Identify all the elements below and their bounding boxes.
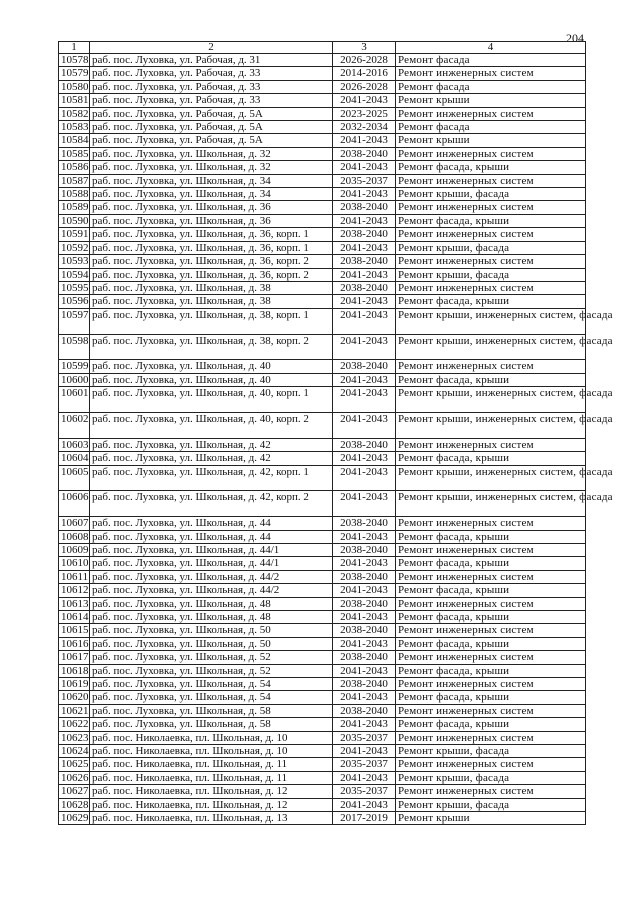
row-work-type: Ремонт крыши, фасада <box>396 241 586 254</box>
row-work-type: Ремонт фасада, крыши <box>396 637 586 650</box>
row-work-type: Ремонт инженерных систем <box>396 704 586 717</box>
table-row <box>59 255 586 268</box>
row-period: 2041-2043 <box>333 308 396 334</box>
row-number: 10615 <box>59 624 90 637</box>
row-work-type: Ремонт инженерных систем <box>396 67 586 80</box>
row-work-type: Ремонт фасада, крыши <box>396 530 586 543</box>
row-work-type: Ремонт инженерных систем <box>396 651 586 664</box>
row-number: 10614 <box>59 610 90 623</box>
row-address: раб. пос. Луховка, ул. Школьная, д. 36 <box>90 201 333 214</box>
table-row <box>59 557 586 570</box>
row-address: раб. пос. Луховка, ул. Рабочая, д. 31 <box>90 54 333 67</box>
column-header-number: 1 <box>59 42 90 54</box>
row-period: 2041-2043 <box>333 134 396 147</box>
row-address: раб. пос. Луховка, ул. Школьная, д. 32 <box>90 161 333 174</box>
row-number: 10611 <box>59 570 90 583</box>
row-period: 2038-2040 <box>333 255 396 268</box>
table-row <box>59 201 586 214</box>
table-row <box>59 373 586 386</box>
row-work-type: Ремонт крыши, фасада <box>396 771 586 784</box>
table-row <box>59 664 586 677</box>
table-row <box>59 107 586 120</box>
repair-schedule-table <box>58 41 613 825</box>
table-row <box>59 268 586 281</box>
row-period: 2041-2043 <box>333 718 396 731</box>
row-number: 10578 <box>59 54 90 67</box>
table-row <box>59 134 586 147</box>
row-address: раб. пос. Луховка, ул. Школьная, д. 58 <box>90 704 333 717</box>
row-period: 2035-2037 <box>333 174 396 187</box>
row-period: 2038-2040 <box>333 201 396 214</box>
row-address: раб. пос. Луховка, ул. Школьная, д. 36, корп. 2 <box>90 255 333 268</box>
row-period: 2041-2043 <box>333 771 396 784</box>
row-address: раб. пос. Николаевка, пл. Школьная, д. 12 <box>90 785 333 798</box>
row-work-type: Ремонт крыши <box>396 812 586 825</box>
row-work-type: Ремонт инженерных систем <box>396 624 586 637</box>
row-work-type: Ремонт крыши <box>396 134 586 147</box>
row-work-type: Ремонт фасада, крыши <box>396 718 586 731</box>
row-work-type: Ремонт инженерных систем <box>396 201 586 214</box>
row-period: 2041-2043 <box>333 798 396 811</box>
row-number: 10608 <box>59 530 90 543</box>
row-number: 10604 <box>59 452 90 465</box>
row-period: 2035-2037 <box>333 758 396 771</box>
row-work-type: Ремонт фасада <box>396 54 586 67</box>
row-period: 2026-2028 <box>333 80 396 93</box>
row-address: раб. пос. Луховка, ул. Школьная, д. 34 <box>90 188 333 201</box>
table-row <box>59 121 586 134</box>
row-work-type: Ремонт фасада, крыши <box>396 584 586 597</box>
row-period: 2038-2040 <box>333 360 396 373</box>
row-work-type: Ремонт инженерных систем <box>396 228 586 241</box>
row-address: раб. пос. Николаевка, пл. Школьная, д. 13 <box>90 812 333 825</box>
row-address: раб. пос. Луховка, ул. Школьная, д. 44/2 <box>90 584 333 597</box>
row-number: 10625 <box>59 758 90 771</box>
row-period: 2038-2040 <box>333 543 396 556</box>
row-period: 2035-2037 <box>333 785 396 798</box>
row-number: 10627 <box>59 785 90 798</box>
row-address: раб. пос. Луховка, ул. Школьная, д. 44 <box>90 517 333 530</box>
table-row <box>59 295 586 308</box>
row-address: раб. пос. Луховка, ул. Школьная, д. 42, корп. 2 <box>90 491 333 517</box>
row-period: 2041-2043 <box>333 745 396 758</box>
column-header-work: 4 <box>396 42 586 54</box>
row-period: 2038-2040 <box>333 570 396 583</box>
row-period: 2041-2043 <box>333 188 396 201</box>
row-work-type: Ремонт инженерных систем <box>396 255 586 268</box>
row-period: 2041-2043 <box>333 691 396 704</box>
row-work-type: Ремонт фасада, крыши <box>396 691 586 704</box>
row-address: раб. пос. Луховка, ул. Школьная, д. 48 <box>90 610 333 623</box>
row-work-type: Ремонт крыши, инженерных систем, фасада <box>396 412 586 438</box>
row-address: раб. пос. Луховка, ул. Школьная, д. 36, корп. 2 <box>90 268 333 281</box>
row-address: раб. пос. Луховка, ул. Школьная, д. 58 <box>90 718 333 731</box>
row-address: раб. пос. Луховка, ул. Школьная, д. 52 <box>90 651 333 664</box>
row-address: раб. пос. Луховка, ул. Школьная, д. 52 <box>90 664 333 677</box>
table-row <box>59 214 586 227</box>
table-row <box>59 745 586 758</box>
row-address: раб. пос. Луховка, ул. Школьная, д. 54 <box>90 691 333 704</box>
table-row <box>59 570 586 583</box>
row-number: 10595 <box>59 281 90 294</box>
table-row <box>59 360 586 373</box>
row-work-type: Ремонт крыши, фасада <box>396 268 586 281</box>
row-period: 2041-2043 <box>333 373 396 386</box>
row-work-type: Ремонт крыши, фасада <box>396 188 586 201</box>
row-number: 10583 <box>59 121 90 134</box>
row-period: 2038-2040 <box>333 704 396 717</box>
table-row <box>59 174 586 187</box>
table-row <box>59 80 586 93</box>
row-period: 2035-2037 <box>333 731 396 744</box>
row-number: 10588 <box>59 188 90 201</box>
row-work-type: Ремонт фасада, крыши <box>396 664 586 677</box>
row-period: 2041-2043 <box>333 530 396 543</box>
row-number: 10619 <box>59 678 90 691</box>
table-row <box>59 771 586 784</box>
row-number: 10593 <box>59 255 90 268</box>
row-number: 10623 <box>59 731 90 744</box>
row-work-type: Ремонт фасада, крыши <box>396 373 586 386</box>
row-address: раб. пос. Луховка, ул. Школьная, д. 36, корп. 1 <box>90 228 333 241</box>
row-work-type: Ремонт инженерных систем <box>396 147 586 160</box>
row-address: раб. пос. Николаевка, пл. Школьная, д. 11 <box>90 758 333 771</box>
row-number: 10582 <box>59 107 90 120</box>
table-row <box>59 530 586 543</box>
row-period: 2014-2016 <box>333 67 396 80</box>
row-work-type: Ремонт крыши, фасада <box>396 745 586 758</box>
row-period: 2038-2040 <box>333 624 396 637</box>
table-row <box>59 94 586 107</box>
row-work-type: Ремонт инженерных систем <box>396 174 586 187</box>
row-address: раб. пос. Луховка, ул. Школьная, д. 38 <box>90 281 333 294</box>
row-address: раб. пос. Луховка, ул. Школьная, д. 54 <box>90 678 333 691</box>
row-address: раб. пос. Луховка, ул. Школьная, д. 38, корп. 2 <box>90 334 333 360</box>
table-row <box>59 147 586 160</box>
row-address: раб. пос. Николаевка, пл. Школьная, д. 11 <box>90 771 333 784</box>
row-work-type: Ремонт крыши, инженерных систем, фасада <box>396 491 586 517</box>
row-period: 2041-2043 <box>333 161 396 174</box>
row-number: 10592 <box>59 241 90 254</box>
row-address: раб. пос. Луховка, ул. Школьная, д. 44/2 <box>90 570 333 583</box>
row-address: раб. пос. Луховка, ул. Школьная, д. 44 <box>90 530 333 543</box>
row-address: раб. пос. Луховка, ул. Рабочая, д. 5А <box>90 134 333 147</box>
row-period: 2041-2043 <box>333 295 396 308</box>
row-work-type: Ремонт инженерных систем <box>396 438 586 451</box>
table-row <box>59 188 586 201</box>
table-row <box>59 624 586 637</box>
row-number: 10594 <box>59 268 90 281</box>
row-period: 2038-2040 <box>333 281 396 294</box>
row-number: 10586 <box>59 161 90 174</box>
row-number: 10597 <box>59 308 90 334</box>
table-row <box>59 584 586 597</box>
row-work-type: Ремонт фасада, крыши <box>396 452 586 465</box>
table-row <box>59 465 586 491</box>
row-address: раб. пос. Луховка, ул. Школьная, д. 48 <box>90 597 333 610</box>
table-row <box>59 637 586 650</box>
row-address: раб. пос. Луховка, ул. Рабочая, д. 33 <box>90 67 333 80</box>
table-row <box>59 543 586 556</box>
table-row <box>59 704 586 717</box>
table-row <box>59 308 586 334</box>
row-address: раб. пос. Луховка, ул. Школьная, д. 44/1 <box>90 543 333 556</box>
row-address: раб. пос. Луховка, ул. Школьная, д. 44/1 <box>90 557 333 570</box>
table-row <box>59 597 586 610</box>
row-address: раб. пос. Николаевка, пл. Школьная, д. 12 <box>90 798 333 811</box>
table-row <box>59 412 586 438</box>
row-number: 10600 <box>59 373 90 386</box>
row-address: раб. пос. Николаевка, пл. Школьная, д. 10 <box>90 731 333 744</box>
row-address: раб. пос. Луховка, ул. Школьная, д. 40 <box>90 373 333 386</box>
row-number: 10596 <box>59 295 90 308</box>
row-period: 2041-2043 <box>333 387 396 413</box>
row-period: 2032-2034 <box>333 121 396 134</box>
table-row <box>59 438 586 451</box>
row-address: раб. пос. Луховка, ул. Рабочая, д. 5А <box>90 107 333 120</box>
row-number: 10628 <box>59 798 90 811</box>
row-address: раб. пос. Луховка, ул. Школьная, д. 38, корп. 1 <box>90 308 333 334</box>
row-period: 2041-2043 <box>333 491 396 517</box>
row-address: раб. пос. Луховка, ул. Школьная, д. 40, корп. 2 <box>90 412 333 438</box>
row-address: раб. пос. Луховка, ул. Рабочая, д. 33 <box>90 94 333 107</box>
row-number: 10591 <box>59 228 90 241</box>
row-address: раб. пос. Луховка, ул. Школьная, д. 42 <box>90 438 333 451</box>
table-row <box>59 334 586 360</box>
row-number: 10612 <box>59 584 90 597</box>
row-number: 10585 <box>59 147 90 160</box>
row-number: 10629 <box>59 812 90 825</box>
table-row <box>59 241 586 254</box>
row-work-type: Ремонт инженерных систем <box>396 785 586 798</box>
row-address: раб. пос. Луховка, ул. Школьная, д. 34 <box>90 174 333 187</box>
row-period: 2041-2043 <box>333 664 396 677</box>
row-period: 2041-2043 <box>333 268 396 281</box>
row-period: 2041-2043 <box>333 94 396 107</box>
row-period: 2041-2043 <box>333 214 396 227</box>
row-address: раб. пос. Луховка, ул. Школьная, д. 36 <box>90 214 333 227</box>
row-period: 2038-2040 <box>333 147 396 160</box>
row-address: раб. пос. Луховка, ул. Школьная, д. 50 <box>90 624 333 637</box>
row-period: 2041-2043 <box>333 637 396 650</box>
row-address: раб. пос. Луховка, ул. Школьная, д. 40 <box>90 360 333 373</box>
table-row <box>59 387 586 413</box>
table-row <box>59 517 586 530</box>
row-address: раб. пос. Луховка, ул. Школьная, д. 38 <box>90 295 333 308</box>
row-period: 2038-2040 <box>333 651 396 664</box>
row-number: 10590 <box>59 214 90 227</box>
row-work-type: Ремонт инженерных систем <box>396 758 586 771</box>
row-work-type: Ремонт инженерных систем <box>396 281 586 294</box>
row-work-type: Ремонт фасада <box>396 121 586 134</box>
table-row <box>59 691 586 704</box>
row-number: 10609 <box>59 543 90 556</box>
row-number: 10584 <box>59 134 90 147</box>
table-row <box>59 651 586 664</box>
row-period: 2017-2019 <box>333 812 396 825</box>
table-row <box>59 67 586 80</box>
row-work-type: Ремонт инженерных систем <box>396 597 586 610</box>
table-header-row <box>59 42 586 54</box>
row-work-type: Ремонт фасада, крыши <box>396 214 586 227</box>
row-number: 10620 <box>59 691 90 704</box>
row-period: 2041-2043 <box>333 241 396 254</box>
row-period: 2038-2040 <box>333 678 396 691</box>
row-period: 2038-2040 <box>333 517 396 530</box>
table-row <box>59 54 586 67</box>
row-address: раб. пос. Луховка, ул. Рабочая, д. 33 <box>90 80 333 93</box>
row-number: 10580 <box>59 80 90 93</box>
row-work-type: Ремонт фасада <box>396 80 586 93</box>
row-address: раб. пос. Луховка, ул. Школьная, д. 36, корп. 1 <box>90 241 333 254</box>
row-work-type: Ремонт крыши, инженерных систем, фасада <box>396 387 586 413</box>
row-work-type: Ремонт фасада, крыши <box>396 295 586 308</box>
row-work-type: Ремонт крыши, инженерных систем, фасада <box>396 334 586 360</box>
row-work-type: Ремонт фасада, крыши <box>396 610 586 623</box>
table-row <box>59 798 586 811</box>
table-row <box>59 610 586 623</box>
row-number: 10589 <box>59 201 90 214</box>
row-number: 10601 <box>59 387 90 413</box>
row-work-type: Ремонт инженерных систем <box>396 517 586 530</box>
row-period: 2038-2040 <box>333 228 396 241</box>
row-period: 2041-2043 <box>333 610 396 623</box>
page-number: 204 <box>566 31 584 45</box>
row-number: 10613 <box>59 597 90 610</box>
row-number: 10599 <box>59 360 90 373</box>
row-period: 2038-2040 <box>333 597 396 610</box>
row-period: 2041-2043 <box>333 557 396 570</box>
row-work-type: Ремонт фасада, крыши <box>396 161 586 174</box>
row-address: раб. пос. Николаевка, пл. Школьная, д. 10 <box>90 745 333 758</box>
row-address: раб. пос. Луховка, ул. Школьная, д. 32 <box>90 147 333 160</box>
row-work-type: Ремонт инженерных систем <box>396 107 586 120</box>
table-row <box>59 678 586 691</box>
table-row <box>59 731 586 744</box>
row-number: 10624 <box>59 745 90 758</box>
row-number: 10598 <box>59 334 90 360</box>
row-number: 10616 <box>59 637 90 650</box>
row-number: 10602 <box>59 412 90 438</box>
row-number: 10617 <box>59 651 90 664</box>
table-row <box>59 718 586 731</box>
row-number: 10605 <box>59 465 90 491</box>
row-number: 10606 <box>59 491 90 517</box>
table-row <box>59 812 586 825</box>
row-work-type: Ремонт инженерных систем <box>396 570 586 583</box>
row-period: 2023-2025 <box>333 107 396 120</box>
row-number: 10621 <box>59 704 90 717</box>
row-address: раб. пос. Луховка, ул. Школьная, д. 42 <box>90 452 333 465</box>
row-address: раб. пос. Луховка, ул. Школьная, д. 40, корп. 1 <box>90 387 333 413</box>
row-number: 10622 <box>59 718 90 731</box>
row-work-type: Ремонт крыши <box>396 94 586 107</box>
table-row <box>59 281 586 294</box>
table-body <box>59 54 613 825</box>
row-address: раб. пос. Луховка, ул. Школьная, д. 50 <box>90 637 333 650</box>
row-number: 10579 <box>59 67 90 80</box>
row-number: 10610 <box>59 557 90 570</box>
row-work-type: Ремонт инженерных систем <box>396 360 586 373</box>
table-row <box>59 452 586 465</box>
row-number: 10626 <box>59 771 90 784</box>
row-period: 2041-2043 <box>333 465 396 491</box>
table-row <box>59 758 586 771</box>
row-period: 2038-2040 <box>333 438 396 451</box>
row-number: 10603 <box>59 438 90 451</box>
table-row <box>59 228 586 241</box>
row-number: 10581 <box>59 94 90 107</box>
row-work-type: Ремонт инженерных систем <box>396 678 586 691</box>
table-row <box>59 491 586 517</box>
row-work-type: Ремонт инженерных систем <box>396 543 586 556</box>
row-work-type: Ремонт фасада, крыши <box>396 557 586 570</box>
table-row <box>59 161 586 174</box>
row-work-type: Ремонт крыши, инженерных систем, фасада <box>396 465 586 491</box>
row-period: 2026-2028 <box>333 54 396 67</box>
row-period: 2041-2043 <box>333 452 396 465</box>
row-address: раб. пос. Луховка, ул. Школьная, д. 42, корп. 1 <box>90 465 333 491</box>
row-work-type: Ремонт инженерных систем <box>396 731 586 744</box>
row-work-type: Ремонт крыши, инженерных систем, фасада <box>396 308 586 334</box>
row-address: раб. пос. Луховка, ул. Рабочая, д. 5А <box>90 121 333 134</box>
column-header-address: 2 <box>90 42 333 54</box>
row-period: 2041-2043 <box>333 584 396 597</box>
column-header-period: 3 <box>333 42 396 54</box>
row-number: 10618 <box>59 664 90 677</box>
row-work-type: Ремонт крыши, фасада <box>396 798 586 811</box>
table-row <box>59 785 586 798</box>
row-period: 2041-2043 <box>333 412 396 438</box>
row-period: 2041-2043 <box>333 334 396 360</box>
row-number: 10607 <box>59 517 90 530</box>
row-number: 10587 <box>59 174 90 187</box>
